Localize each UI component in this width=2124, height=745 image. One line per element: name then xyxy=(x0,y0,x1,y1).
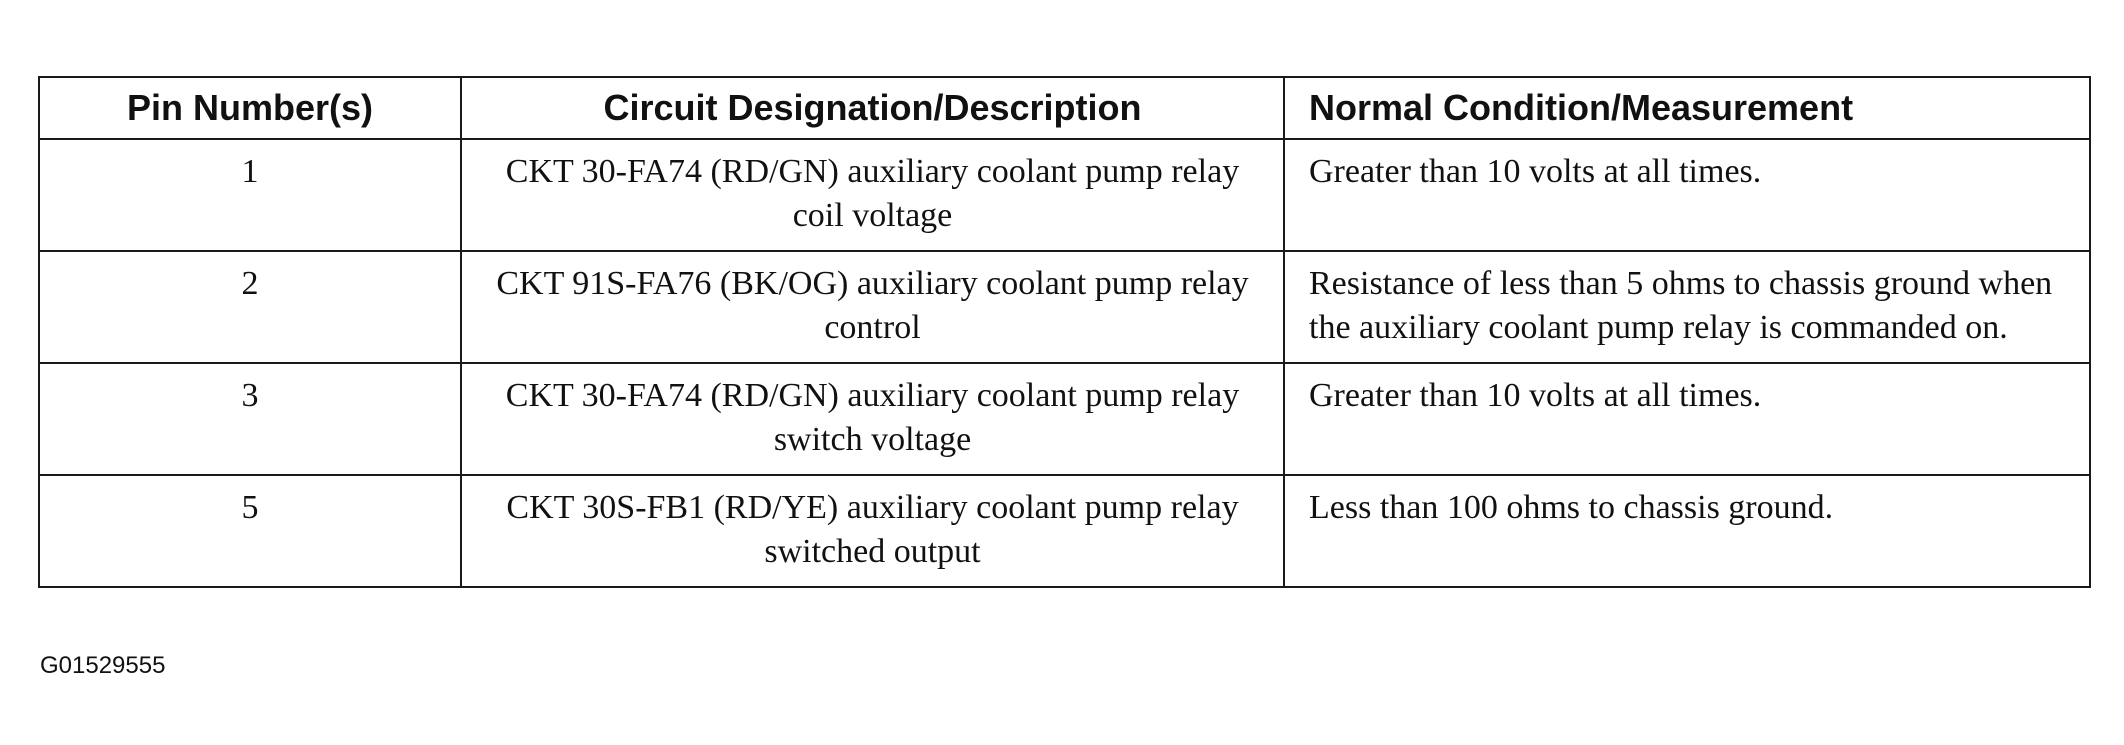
figure-id-label: G01529555 xyxy=(40,652,166,679)
pin-number-cell: 1 xyxy=(39,139,461,251)
pin-number-cell: 2 xyxy=(39,251,461,363)
header-pin-numbers: Pin Number(s) xyxy=(39,77,461,139)
table-row xyxy=(39,475,2090,587)
normal-condition-cell: Less than 100 ohms to chassis ground. xyxy=(1284,475,2090,587)
table-row xyxy=(39,251,2090,363)
header-circuit-designation: Circuit Designation/Description xyxy=(461,77,1284,139)
header-row xyxy=(39,77,2090,139)
circuit-description-cell: CKT 91S-FA76 (BK/OG) auxiliary coolant pump relay control xyxy=(461,251,1284,363)
pinout-table-container xyxy=(38,76,2089,588)
table-row xyxy=(39,363,2090,475)
pin-number-cell: 5 xyxy=(39,475,461,587)
pinout-table xyxy=(38,76,2091,588)
header-normal-condition: Normal Condition/Measurement xyxy=(1284,77,2090,139)
circuit-description-cell: CKT 30S-FB1 (RD/YE) auxiliary coolant pump relay switched output xyxy=(461,475,1284,587)
normal-condition-cell: Resistance of less than 5 ohms to chassis ground when the auxiliary coolant pump relay is commanded on. xyxy=(1284,251,2090,363)
normal-condition-cell: Greater than 10 volts at all times. xyxy=(1284,139,2090,251)
circuit-description-cell: CKT 30-FA74 (RD/GN) auxiliary coolant pump relay switch voltage xyxy=(461,363,1284,475)
table-row xyxy=(39,139,2090,251)
circuit-description-cell: CKT 30-FA74 (RD/GN) auxiliary coolant pump relay coil voltage xyxy=(461,139,1284,251)
normal-condition-cell: Greater than 10 volts at all times. xyxy=(1284,363,2090,475)
pin-number-cell: 3 xyxy=(39,363,461,475)
